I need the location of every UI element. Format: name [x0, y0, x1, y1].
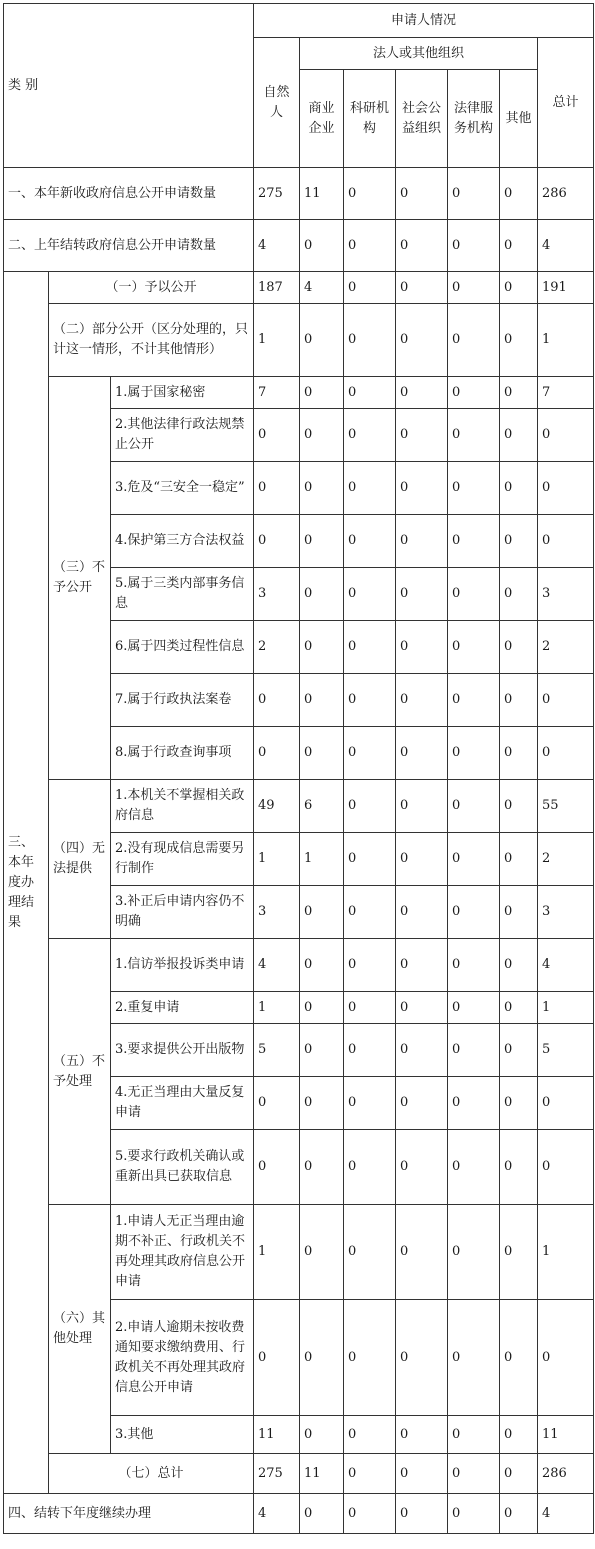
cell-other: 0 — [500, 1024, 538, 1077]
cell-other: 0 — [500, 939, 538, 992]
cell-commercial: 0 — [300, 377, 344, 409]
cell-other: 0 — [500, 1205, 538, 1300]
table-row — [4, 1454, 594, 1494]
table-row — [4, 168, 594, 220]
cell-legal-service: 0 — [448, 409, 500, 462]
cell-public-welfare: 0 — [396, 674, 448, 727]
cell-commercial: 0 — [300, 220, 344, 272]
header-natural-person: 自然人 — [254, 38, 300, 168]
sub-label: 2.重复申请 — [111, 992, 254, 1024]
cell-public-welfare: 0 — [396, 409, 448, 462]
cell-public-welfare: 0 — [396, 304, 448, 377]
cell-total: 0 — [538, 1130, 594, 1205]
cell-other: 0 — [500, 304, 538, 377]
cell-research: 0 — [344, 992, 396, 1024]
cell-legal-service: 0 — [448, 1454, 500, 1494]
cell-research: 0 — [344, 727, 396, 780]
cell-natural: 5 — [254, 1024, 300, 1077]
cell-total: 11 — [538, 1416, 594, 1454]
cell-total: 2 — [538, 833, 594, 886]
cell-commercial: 0 — [300, 886, 344, 939]
cell-public-welfare: 0 — [396, 1454, 448, 1494]
sub-label: 3.其他 — [111, 1416, 254, 1454]
table-row — [4, 1205, 594, 1300]
cell-total: 3 — [538, 568, 594, 621]
cell-other: 0 — [500, 674, 538, 727]
cell-natural: 0 — [254, 409, 300, 462]
cell-public-welfare: 0 — [396, 377, 448, 409]
cell-other: 0 — [500, 1416, 538, 1454]
cell-legal-service: 0 — [448, 1416, 500, 1454]
cell-natural: 275 — [254, 1454, 300, 1494]
table-row — [4, 304, 594, 377]
cell-research: 0 — [344, 568, 396, 621]
cell-natural: 11 — [254, 1416, 300, 1454]
table-row — [4, 377, 594, 409]
cell-research: 0 — [344, 409, 396, 462]
cell-legal-service: 0 — [448, 674, 500, 727]
cell-commercial: 0 — [300, 621, 344, 674]
cell-commercial: 0 — [300, 515, 344, 568]
sub-label: 1.本机关不掌握相关政府信息 — [111, 780, 254, 833]
cell-total: 3 — [538, 886, 594, 939]
header-category: 类 别 — [4, 4, 254, 168]
cell-natural: 2 — [254, 621, 300, 674]
cell-other: 0 — [500, 1300, 538, 1416]
cell-public-welfare: 0 — [396, 1130, 448, 1205]
cell-legal-service: 0 — [448, 992, 500, 1024]
cell-other: 0 — [500, 1130, 538, 1205]
header-legal-service: 法律服务机构 — [448, 70, 500, 168]
cell-commercial: 0 — [300, 568, 344, 621]
cell-legal-service: 0 — [448, 220, 500, 272]
cell-total: 4 — [538, 220, 594, 272]
header-commercial: 商业企业 — [300, 70, 344, 168]
cell-public-welfare: 0 — [396, 780, 448, 833]
cell-research: 0 — [344, 1300, 396, 1416]
cell-other: 0 — [500, 462, 538, 515]
cell-legal-service: 0 — [448, 833, 500, 886]
cell-public-welfare: 0 — [396, 272, 448, 304]
cell-research: 0 — [344, 515, 396, 568]
cell-total: 2 — [538, 621, 594, 674]
cell-total: 0 — [538, 727, 594, 780]
table-row — [4, 272, 594, 304]
cell-natural: 0 — [254, 462, 300, 515]
cell-legal-service: 0 — [448, 621, 500, 674]
header-applicant-situation: 申请人情况 — [254, 4, 594, 38]
cell-natural: 0 — [254, 727, 300, 780]
cell-commercial: 0 — [300, 409, 344, 462]
cell-legal-service: 0 — [448, 1494, 500, 1534]
cell-other: 0 — [500, 780, 538, 833]
sub-label: 3.要求提供公开出版物 — [111, 1024, 254, 1077]
cell-commercial: 0 — [300, 304, 344, 377]
cell-public-welfare: 0 — [396, 886, 448, 939]
cell-total: 0 — [538, 1077, 594, 1130]
cell-research: 0 — [344, 220, 396, 272]
cell-commercial: 0 — [300, 1077, 344, 1130]
sub-label: 1.属于国家秘密 — [111, 377, 254, 409]
cell-public-welfare: 0 — [396, 462, 448, 515]
cell-other: 0 — [500, 833, 538, 886]
cell-natural: 49 — [254, 780, 300, 833]
cell-other: 0 — [500, 886, 538, 939]
cell-commercial: 0 — [300, 1205, 344, 1300]
cell-legal-service: 0 — [448, 886, 500, 939]
cell-legal-service: 0 — [448, 1130, 500, 1205]
cell-public-welfare: 0 — [396, 1300, 448, 1416]
sub-label: 4.无正当理由大量反复申请 — [111, 1077, 254, 1130]
cell-other: 0 — [500, 409, 538, 462]
cell-public-welfare: 0 — [396, 992, 448, 1024]
sub-label: 5.属于三类内部事务信息 — [111, 568, 254, 621]
cell-research: 0 — [344, 377, 396, 409]
cell-public-welfare: 0 — [396, 220, 448, 272]
table-row — [4, 939, 594, 992]
sub-label: 3.危及“三安全一稳定” — [111, 462, 254, 515]
cell-research: 0 — [344, 1024, 396, 1077]
sub-label: 6.属于四类过程性信息 — [111, 621, 254, 674]
cell-research: 0 — [344, 1130, 396, 1205]
cell-commercial: 0 — [300, 1024, 344, 1077]
cell-public-welfare: 0 — [396, 1205, 448, 1300]
group4-label: （四）无法提供 — [49, 780, 111, 939]
cell-total: 191 — [538, 272, 594, 304]
cell-legal-service: 0 — [448, 568, 500, 621]
header-other: 其他 — [500, 70, 538, 168]
cell-commercial: 0 — [300, 1494, 344, 1534]
cell-commercial: 11 — [300, 1454, 344, 1494]
sub-label: 2.没有现成信息需要另行制作 — [111, 833, 254, 886]
cell-total: 5 — [538, 1024, 594, 1077]
cell-total: 0 — [538, 462, 594, 515]
cell-natural: 0 — [254, 515, 300, 568]
cell-legal-service: 0 — [448, 1077, 500, 1130]
cell-legal-service: 0 — [448, 272, 500, 304]
group6-label: （六）其他处理 — [49, 1205, 111, 1454]
cell-other: 0 — [500, 272, 538, 304]
cell-other: 0 — [500, 621, 538, 674]
cell-research: 0 — [344, 1416, 396, 1454]
sub-label: 3.补正后申请内容仍不明确 — [111, 886, 254, 939]
cell-legal-service: 0 — [448, 168, 500, 220]
sub-label: 5.要求行政机关确认或重新出具已获取信息 — [111, 1130, 254, 1205]
cell-natural: 4 — [254, 220, 300, 272]
cell-commercial: 6 — [300, 780, 344, 833]
cell-other: 0 — [500, 727, 538, 780]
cell-public-welfare: 0 — [396, 939, 448, 992]
cell-commercial: 0 — [300, 1300, 344, 1416]
cell-natural: 1 — [254, 1205, 300, 1300]
cell-natural: 0 — [254, 1130, 300, 1205]
cell-other: 0 — [500, 1454, 538, 1494]
cell-other: 0 — [500, 1077, 538, 1130]
cell-research: 0 — [344, 1494, 396, 1534]
header-research: 科研机构 — [344, 70, 396, 168]
row-label: 四、结转下年度继续办理 — [4, 1494, 254, 1534]
cell-legal-service: 0 — [448, 780, 500, 833]
cell-research: 0 — [344, 780, 396, 833]
cell-commercial: 0 — [300, 727, 344, 780]
cell-research: 0 — [344, 833, 396, 886]
cell-legal-service: 0 — [448, 939, 500, 992]
cell-total: 7 — [538, 377, 594, 409]
cell-total: 4 — [538, 939, 594, 992]
cell-natural: 4 — [254, 939, 300, 992]
cell-commercial: 0 — [300, 939, 344, 992]
cell-total: 55 — [538, 780, 594, 833]
cell-research: 0 — [344, 168, 396, 220]
sub-label: 2.其他法律行政法规禁止公开 — [111, 409, 254, 462]
cell-total: 1 — [538, 304, 594, 377]
cell-research: 0 — [344, 1454, 396, 1494]
cell-total: 0 — [538, 1300, 594, 1416]
cell-legal-service: 0 — [448, 727, 500, 780]
cell-public-welfare: 0 — [396, 568, 448, 621]
cell-legal-service: 0 — [448, 1205, 500, 1300]
cell-research: 0 — [344, 272, 396, 304]
cell-research: 0 — [344, 1077, 396, 1130]
cell-research: 0 — [344, 304, 396, 377]
sub-label: 2.申请人逾期未按收费通知要求缴纳费用、行政机关不再处理其政府信息公开申请 — [111, 1300, 254, 1416]
sub-label: 7.属于行政执法案卷 — [111, 674, 254, 727]
cell-research: 0 — [344, 462, 396, 515]
cell-natural: 1 — [254, 304, 300, 377]
row-label: （二）部分公开（区分处理的，只计这一情形，不计其他情形） — [49, 304, 254, 377]
header-public-welfare: 社会公益组织 — [396, 70, 448, 168]
cell-natural: 0 — [254, 1077, 300, 1130]
cell-other: 0 — [500, 568, 538, 621]
cell-natural: 1 — [254, 833, 300, 886]
cell-research: 0 — [344, 886, 396, 939]
cell-legal-service: 0 — [448, 515, 500, 568]
cell-commercial: 0 — [300, 462, 344, 515]
cell-natural: 3 — [254, 568, 300, 621]
cell-total: 4 — [538, 1494, 594, 1534]
header-legal-person-group: 法人或其他组织 — [300, 38, 538, 70]
cell-public-welfare: 0 — [396, 833, 448, 886]
row-label: （七）总计 — [49, 1454, 254, 1494]
cell-commercial: 0 — [300, 992, 344, 1024]
table-row — [4, 1494, 594, 1534]
cell-research: 0 — [344, 674, 396, 727]
cell-public-welfare: 0 — [396, 1077, 448, 1130]
cell-total: 1 — [538, 992, 594, 1024]
cell-legal-service: 0 — [448, 1300, 500, 1416]
cell-natural: 1 — [254, 992, 300, 1024]
cell-total: 286 — [538, 1454, 594, 1494]
cell-commercial: 11 — [300, 168, 344, 220]
cell-public-welfare: 0 — [396, 1416, 448, 1454]
cell-research: 0 — [344, 1205, 396, 1300]
cell-other: 0 — [500, 992, 538, 1024]
table-row — [4, 220, 594, 272]
table-row — [4, 780, 594, 833]
cell-legal-service: 0 — [448, 377, 500, 409]
sub-label: 1.申请人无正当理由逾期不补正、行政机关不再处理其政府信息公开申请 — [111, 1205, 254, 1300]
cell-natural: 0 — [254, 1300, 300, 1416]
cell-public-welfare: 0 — [396, 621, 448, 674]
cell-natural: 4 — [254, 1494, 300, 1534]
cell-total: 0 — [538, 515, 594, 568]
disclosure-stats-table — [3, 3, 594, 1534]
cell-natural: 275 — [254, 168, 300, 220]
cell-commercial: 1 — [300, 833, 344, 886]
section3-label: 三、本年度办理结果 — [4, 272, 49, 1494]
cell-total: 286 — [538, 168, 594, 220]
group5-label: （五）不予处理 — [49, 939, 111, 1205]
cell-commercial: 0 — [300, 674, 344, 727]
cell-total: 1 — [538, 1205, 594, 1300]
cell-legal-service: 0 — [448, 462, 500, 515]
sub-label: 8.属于行政查询事项 — [111, 727, 254, 780]
cell-other: 0 — [500, 220, 538, 272]
cell-natural: 3 — [254, 886, 300, 939]
group3-label: （三）不予公开 — [49, 377, 111, 780]
cell-commercial: 0 — [300, 1416, 344, 1454]
cell-total: 0 — [538, 409, 594, 462]
cell-research: 0 — [344, 621, 396, 674]
cell-public-welfare: 0 — [396, 515, 448, 568]
cell-natural: 0 — [254, 674, 300, 727]
cell-public-welfare: 0 — [396, 1024, 448, 1077]
cell-legal-service: 0 — [448, 304, 500, 377]
cell-natural: 187 — [254, 272, 300, 304]
cell-other: 0 — [500, 168, 538, 220]
row-label: （一）予以公开 — [49, 272, 254, 304]
row-label: 二、上年结转政府信息公开申请数量 — [4, 220, 254, 272]
cell-commercial: 0 — [300, 1130, 344, 1205]
cell-public-welfare: 0 — [396, 1494, 448, 1534]
cell-public-welfare: 0 — [396, 168, 448, 220]
cell-commercial: 4 — [300, 272, 344, 304]
cell-other: 0 — [500, 377, 538, 409]
cell-other: 0 — [500, 1494, 538, 1534]
sub-label: 1.信访举报投诉类申请 — [111, 939, 254, 992]
cell-legal-service: 0 — [448, 1024, 500, 1077]
cell-public-welfare: 0 — [396, 727, 448, 780]
header-total: 总计 — [538, 38, 594, 168]
sub-label: 4.保护第三方合法权益 — [111, 515, 254, 568]
cell-natural: 7 — [254, 377, 300, 409]
cell-total: 0 — [538, 674, 594, 727]
cell-research: 0 — [344, 939, 396, 992]
row-label: 一、本年新收政府信息公开申请数量 — [4, 168, 254, 220]
cell-other: 0 — [500, 515, 538, 568]
